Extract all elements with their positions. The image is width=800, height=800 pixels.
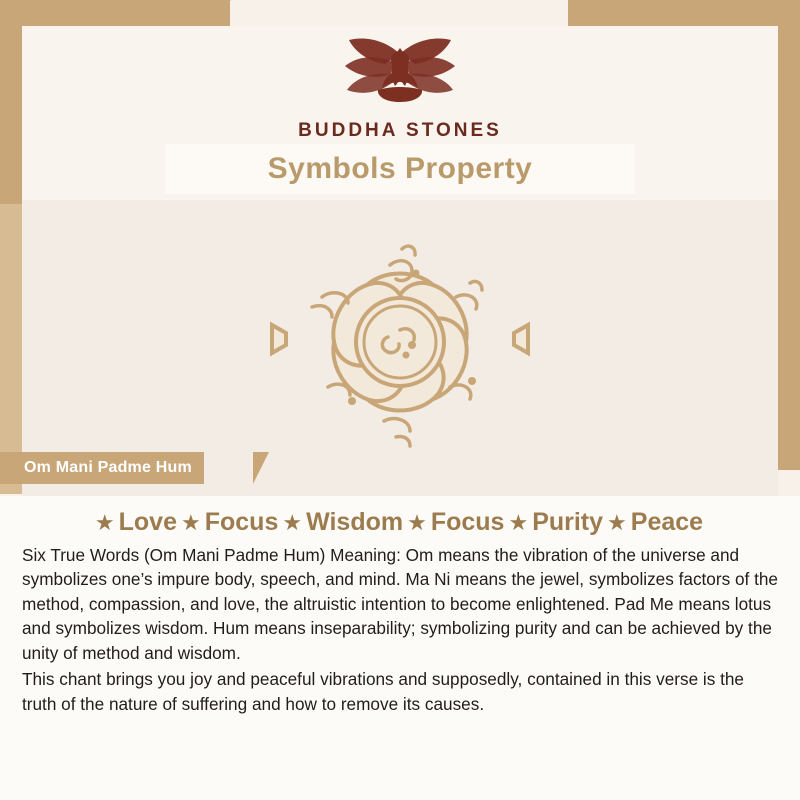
- om-mani-padme-hum-lotus-mandala-icon: [250, 205, 550, 480]
- keyword-focus-1: Focus: [204, 508, 279, 536]
- brand-name: BUDDHA STONES: [298, 120, 502, 141]
- ribbon-tail: [253, 452, 269, 484]
- star-icon: ★: [94, 509, 115, 535]
- lotus-meditation-figure-icon: [305, 18, 495, 118]
- brand-logo: [0, 18, 800, 142]
- symbol-name-label: Om Mani Padme Hum: [24, 459, 192, 476]
- description-panel: [0, 496, 800, 800]
- keyword-purity: Purity: [532, 508, 604, 536]
- symbol-graphic: [0, 205, 800, 480]
- star-icon: ★: [282, 509, 303, 535]
- star-icon: ★: [508, 509, 529, 535]
- keyword-wisdom: Wisdom: [306, 508, 404, 536]
- description-paragraph-2: This chant brings you joy and peaceful vibrations and supposedly, contained in this verse is the truth of the nature of suffering and how to remove its causes.: [22, 669, 744, 714]
- keyword-love: Love: [118, 508, 177, 536]
- keyword-peace: Peace: [630, 508, 704, 536]
- star-icon: ★: [607, 509, 627, 535]
- page-title-band: [165, 144, 635, 194]
- page-title: Symbols Property: [267, 152, 533, 185]
- symbol-name-ribbon: [0, 452, 204, 484]
- star-icon: ★: [181, 509, 201, 535]
- keyword-list: [0, 496, 800, 537]
- star-icon: ★: [407, 509, 427, 535]
- keyword-focus-2: Focus: [430, 508, 505, 536]
- description-paragraph-1: Six True Words (Om Mani Padme Hum) Meaning: Om means the vibration of the universe and symbolizes one’s impure body, speech, and mind. Ma Ni means the jewel, symbolizes factors of the method, compassion, and love, the altruistic intention to become enlightened. Pad Me means lotus and symbolizes wisdom. Hum means inseparability; symbolizing purity and can be achieved by the unity of method and wisdom.: [22, 545, 778, 663]
- description-text: [0, 537, 800, 716]
